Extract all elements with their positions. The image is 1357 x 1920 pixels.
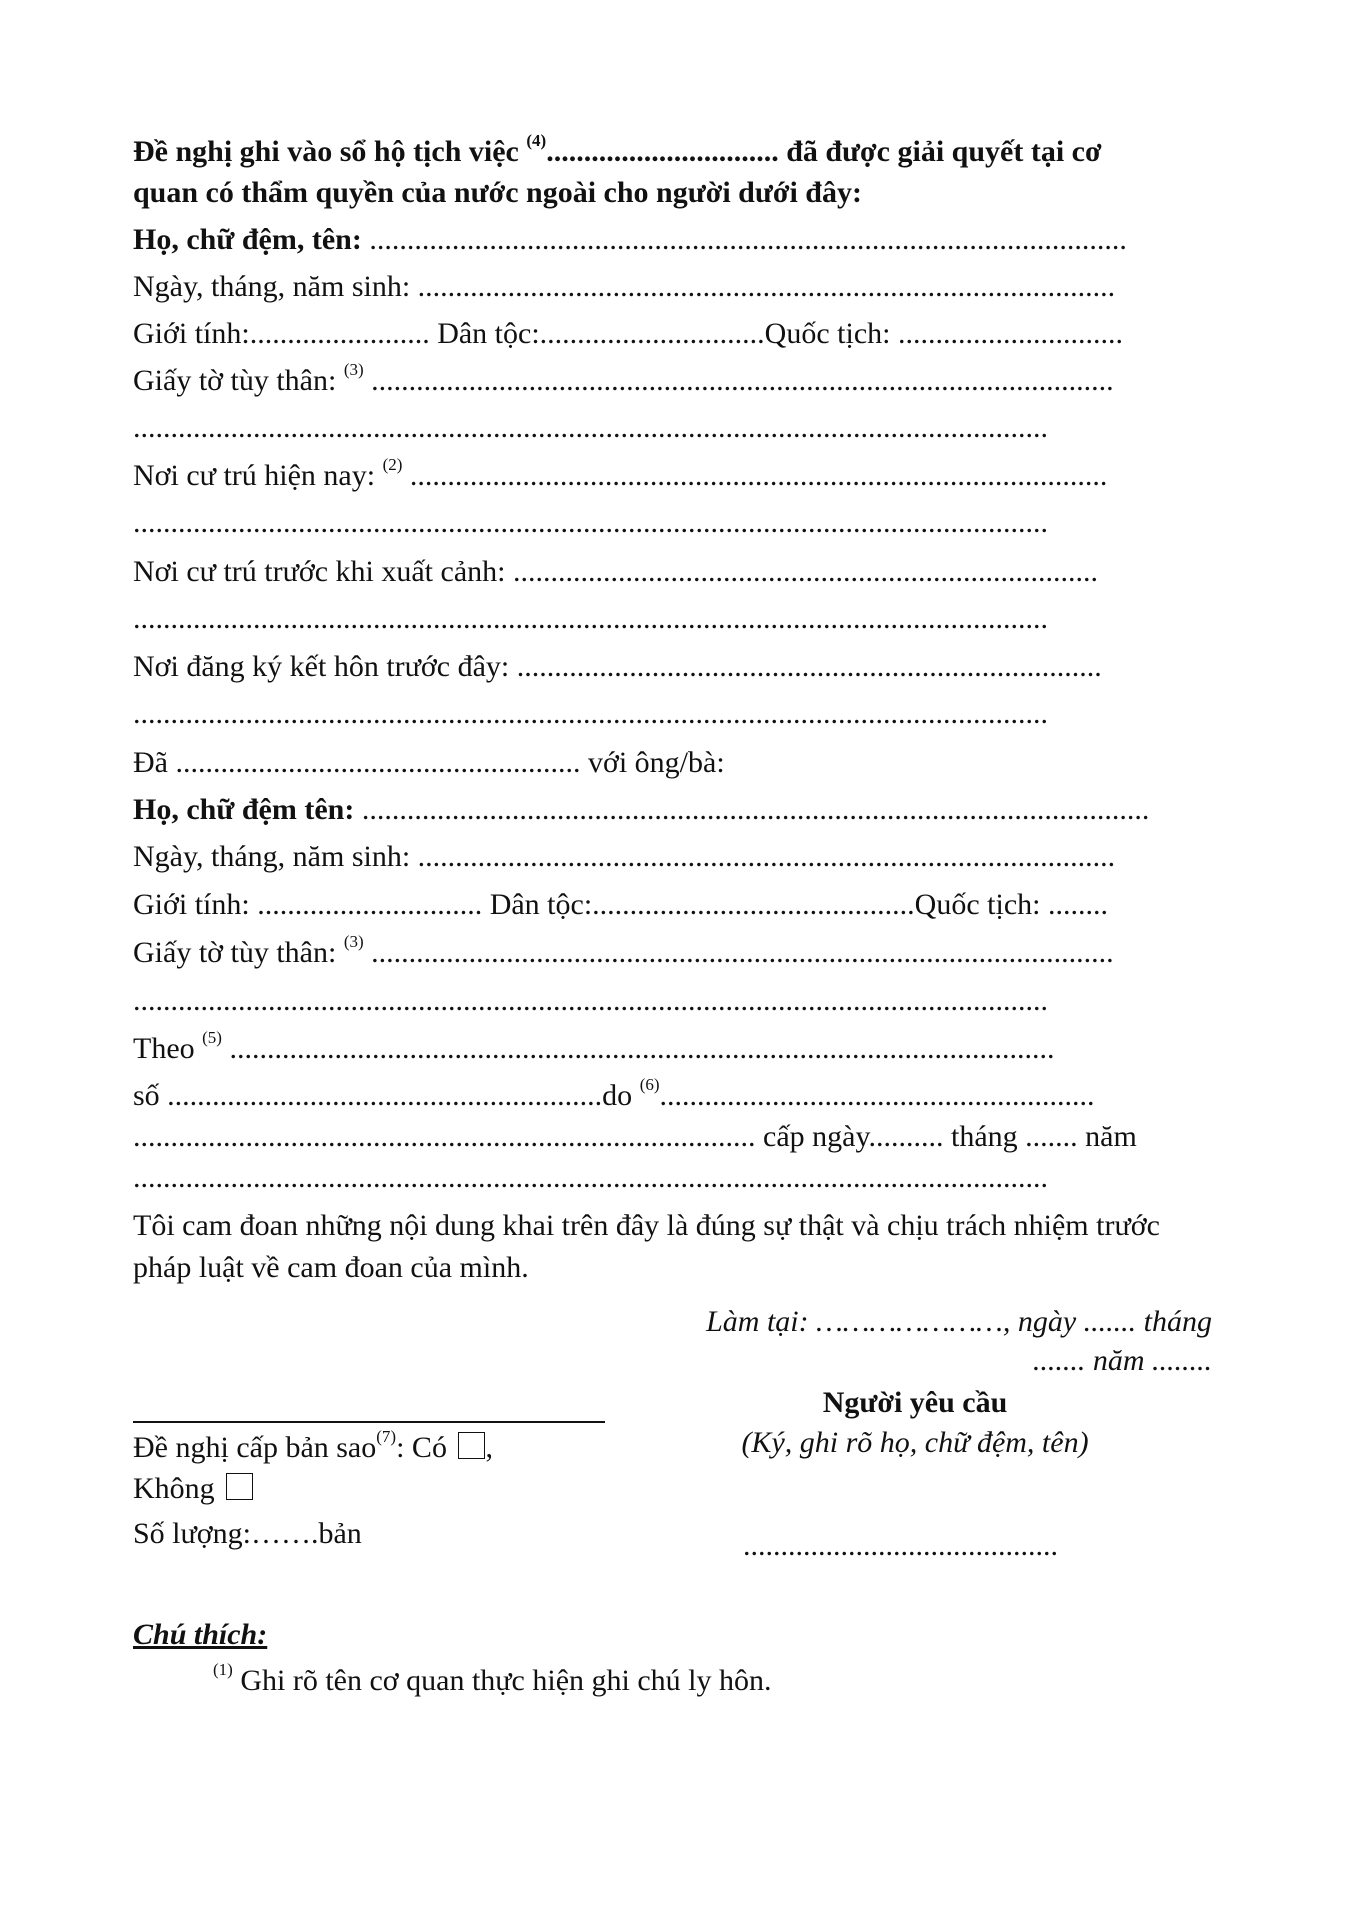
- according-to-row: Theo $^{(5)}$ ..............................................................................................................: [133, 1028, 1055, 1065]
- person2-id-row: Giấy tờ tùy thân: $^{(3)}$ ...................................................................................................: [133, 932, 1114, 969]
- person2-id-continuation: ..........................................................................................................................: [133, 984, 1048, 1017]
- relation-row: Đã ...................................................... với ông/bà:: [133, 746, 725, 779]
- issue-date-row: ................................................................................... cấp ngày.......... tháng ....... năm: [133, 1120, 1137, 1153]
- issue-date-continuation: ..........................................................................................................................: [133, 1161, 1048, 1194]
- person1-id-continuation: ..........................................................................................................................: [133, 411, 1048, 444]
- person1-dob-row: Ngày, tháng, năm sinh: .............................................................................................: [133, 270, 1116, 303]
- request-line-2: quan có thẩm quyền của nước ngoài cho người dưới đây:: [133, 176, 862, 209]
- person1-marriage-reg-row: Nơi đăng ký kết hôn trước đây: ..............................................................................: [133, 650, 1102, 683]
- copy-request-row: Đề nghị cấp bản sao$^{(7)}$: Có ,: [133, 1427, 493, 1464]
- pledge-line-2: pháp luật về cam đoan của mình.: [133, 1251, 529, 1284]
- person1-residence-row: Nơi cư trú hiện nay: $^{(2)}$ .............................................................................................: [133, 455, 1108, 492]
- person2-dob-row: Ngày, tháng, năm sinh: .............................................................................................: [133, 840, 1116, 873]
- person1-residence-continuation: ..........................................................................................................................: [133, 506, 1048, 539]
- signature-year: ....... năm ........: [1032, 1344, 1212, 1377]
- document-number-row: số ..........................................................do $^{(6)}$..........................................................: [133, 1075, 1095, 1112]
- requester-title: Người yêu cầu: [822, 1386, 1008, 1419]
- notes-title: Chú thích:: [133, 1618, 268, 1651]
- person1-gender-row: Giới tính:........................ Dân tộc:..............................Quốc tịch: ..............................: [133, 317, 1123, 350]
- person1-pre-departure-row: Nơi cư trú trước khi xuất cảnh: ..............................................................................: [133, 555, 1098, 588]
- signature-line: ..........................................: [743, 1529, 1058, 1562]
- person2-gender-row: Giới tính: .............................. Dân tộc:...........................................Quốc tịch: ........: [133, 888, 1108, 921]
- copy-quantity-row: Số lượng:…….bản: [133, 1517, 362, 1550]
- pledge-line-1: Tôi cam đoan những nội dung khai trên đây là đúng sự thật và chịu trách nhiệm trước: [133, 1209, 1160, 1242]
- person1-name-row: Họ, chữ đệm, tên: .....................................................................................................: [133, 223, 1127, 256]
- copy-no-checkbox[interactable]: [226, 1473, 253, 1500]
- separator-rule: [133, 1421, 605, 1423]
- copy-yes-checkbox[interactable]: [458, 1432, 485, 1459]
- person2-name-row: Họ, chữ đệm tên: .........................................................................................................: [133, 793, 1150, 826]
- person1-id-row: Giấy tờ tùy thân: $^{(3)}$ ...................................................................................................: [133, 360, 1114, 397]
- note-1: $^{(1)}$ Ghi rõ tên cơ quan thực hiện ghi chú ly hôn.: [213, 1660, 772, 1697]
- signature-place-date: Làm tại: …………………, ngày ....... tháng: [706, 1305, 1212, 1338]
- person1-pre-departure-continuation: ..........................................................................................................................: [133, 602, 1048, 635]
- person1-marriage-reg-continuation: ..........................................................................................................................: [133, 697, 1048, 730]
- requester-sign-note: (Ký, ghi rõ họ, chữ đệm, tên): [741, 1426, 1089, 1459]
- copy-no-row: Không: [133, 1470, 1233, 1508]
- request-line-1: Đề nghị ghi vào sổ hộ tịch việc $^{(4)}$............................... đã được giải quyết tại cơ: [133, 131, 1102, 168]
